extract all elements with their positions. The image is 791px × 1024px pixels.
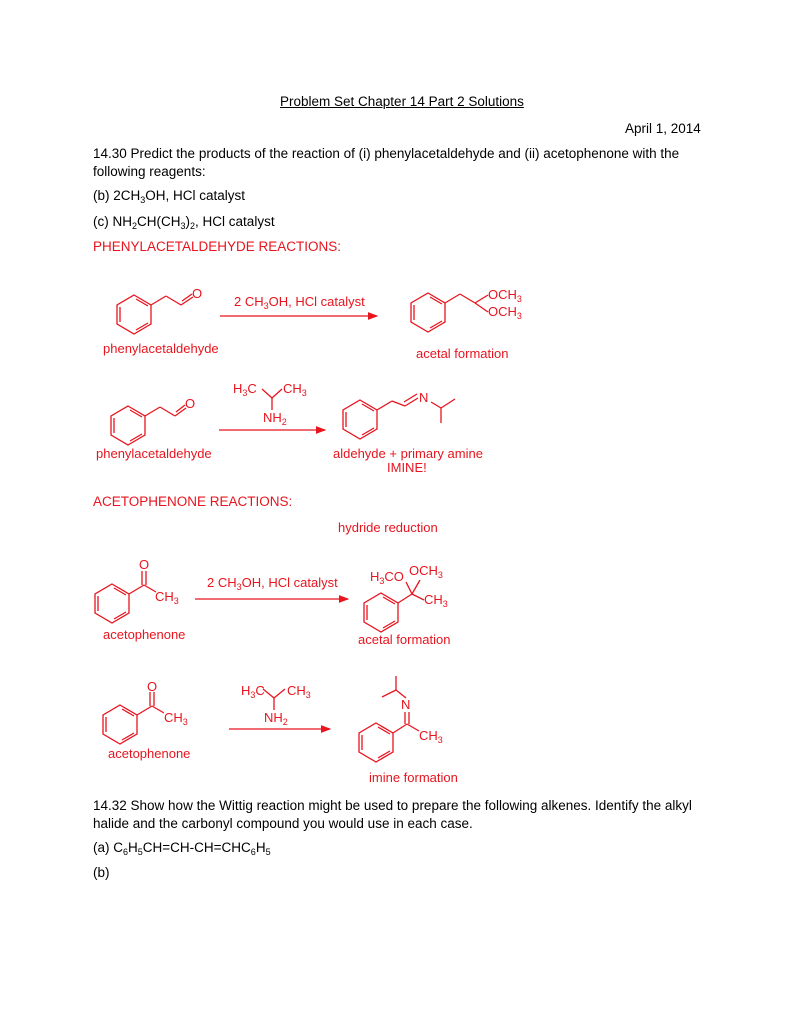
phenylacetaldehyde-structure-2: [111, 405, 186, 445]
carbonyl-oxygen-label-2: O: [185, 396, 196, 411]
question-14-32-part-b: (b): [93, 865, 110, 880]
methoxy-label-1b: $OCH_3$: [488, 304, 522, 321]
methoxy-label-2b: $OCH_3$: [409, 563, 443, 580]
imine-formation-label: imine formation: [369, 770, 458, 785]
question-14-30-prompt: 14.30 Predict the products of the reaction of (i) phenylacetaldehyde and (ii) acetophenone with the following reagents:: [93, 146, 680, 179]
ketone-oxygen-label-1: O: [139, 557, 150, 572]
imine-product-structure-2: [359, 676, 419, 762]
methyl-label-3: $CH_3$: [164, 710, 188, 727]
date: April 1, 2014: [625, 121, 701, 136]
acetophenone-structure-1: [95, 571, 156, 623]
phenylacetaldehyde-label-2: phenylacetaldehyde: [96, 446, 212, 461]
hydride-reduction-note: hydride reduction: [338, 520, 438, 535]
acetophenone-structure-2: [103, 692, 164, 744]
phenylacetaldehyde-heading: PHENYLACETALDEHYDE REACTIONS:: [93, 239, 342, 254]
acetophenone-label-2: acetophenone: [108, 746, 191, 761]
acetal-product-structure-1: [411, 293, 488, 332]
imine-product-structure-1: [343, 394, 455, 439]
imine-nitrogen-label-2: N: [401, 697, 411, 712]
imine-note-line-2: IMINE!: [387, 460, 427, 475]
question-14-32-part-a: (a) $C_6H_5CH=CH-CH=CHC_6H_5$: [93, 840, 271, 857]
question-14-30-part-c: (c) $NH_2CH(CH_3)_2$, HCl catalyst: [93, 214, 275, 231]
question-14-32-prompt: 14.32 Show how the Wittig reaction might be used to prepare the following alkenes. Identify the alkyl halide and the carbonyl compound you would use in each case.: [93, 798, 692, 831]
isopropylamine-reagent-2: [263, 689, 285, 710]
reagent-label-2: 2 $CH_3OH$, HCl catalyst: [207, 575, 338, 592]
methoxy-label-1a: $OCH_3$: [488, 287, 522, 304]
imine-nitrogen-label-1: N: [419, 390, 429, 405]
acetal-product-structure-2: [364, 580, 424, 632]
acetophenone-label-1: acetophenone: [103, 627, 186, 642]
reagent-h3c-label-2: $H_3C$: [241, 683, 265, 700]
phenylacetaldehyde-structure-1: [117, 294, 193, 334]
methyl-label-4: $CH_3$: [419, 728, 443, 745]
question-14-30-part-b: (b) $2CH_3OH$, HCl catalyst: [93, 188, 246, 205]
acetal-formation-label-1: acetal formation: [416, 346, 509, 361]
acetophenone-heading: ACETOPHENONE REACTIONS:: [93, 494, 293, 509]
reagent-nh2-label-2: $NH_2$: [264, 710, 288, 727]
reagent-h3c-label-1: $H_3C$: [233, 381, 257, 398]
isopropylamine-reagent-1: [262, 389, 282, 410]
acetal-formation-label-2: acetal formation: [358, 632, 451, 647]
phenylacetaldehyde-label-1: phenylacetaldehyde: [103, 341, 219, 356]
reagent-nh2-label-1: $NH_2$: [263, 410, 287, 427]
carbonyl-oxygen-label-1: O: [192, 286, 203, 301]
reagent-ch3-label-2: $CH_3$: [287, 683, 311, 700]
reagent-label-1: 2 $CH_3OH$, HCl catalyst: [234, 294, 365, 311]
reagent-ch3-label-1: $CH_3$: [283, 381, 307, 398]
methyl-label-1: $CH_3$: [155, 589, 179, 606]
ketone-oxygen-label-2: O: [147, 679, 158, 694]
methoxy-label-2a: $H_3CO$: [370, 569, 404, 586]
page-title: Problem Set Chapter 14 Part 2 Solutions: [280, 94, 524, 109]
methyl-label-2: $CH_3$: [424, 592, 448, 609]
imine-note-line-1: aldehyde + primary amine: [333, 446, 483, 461]
